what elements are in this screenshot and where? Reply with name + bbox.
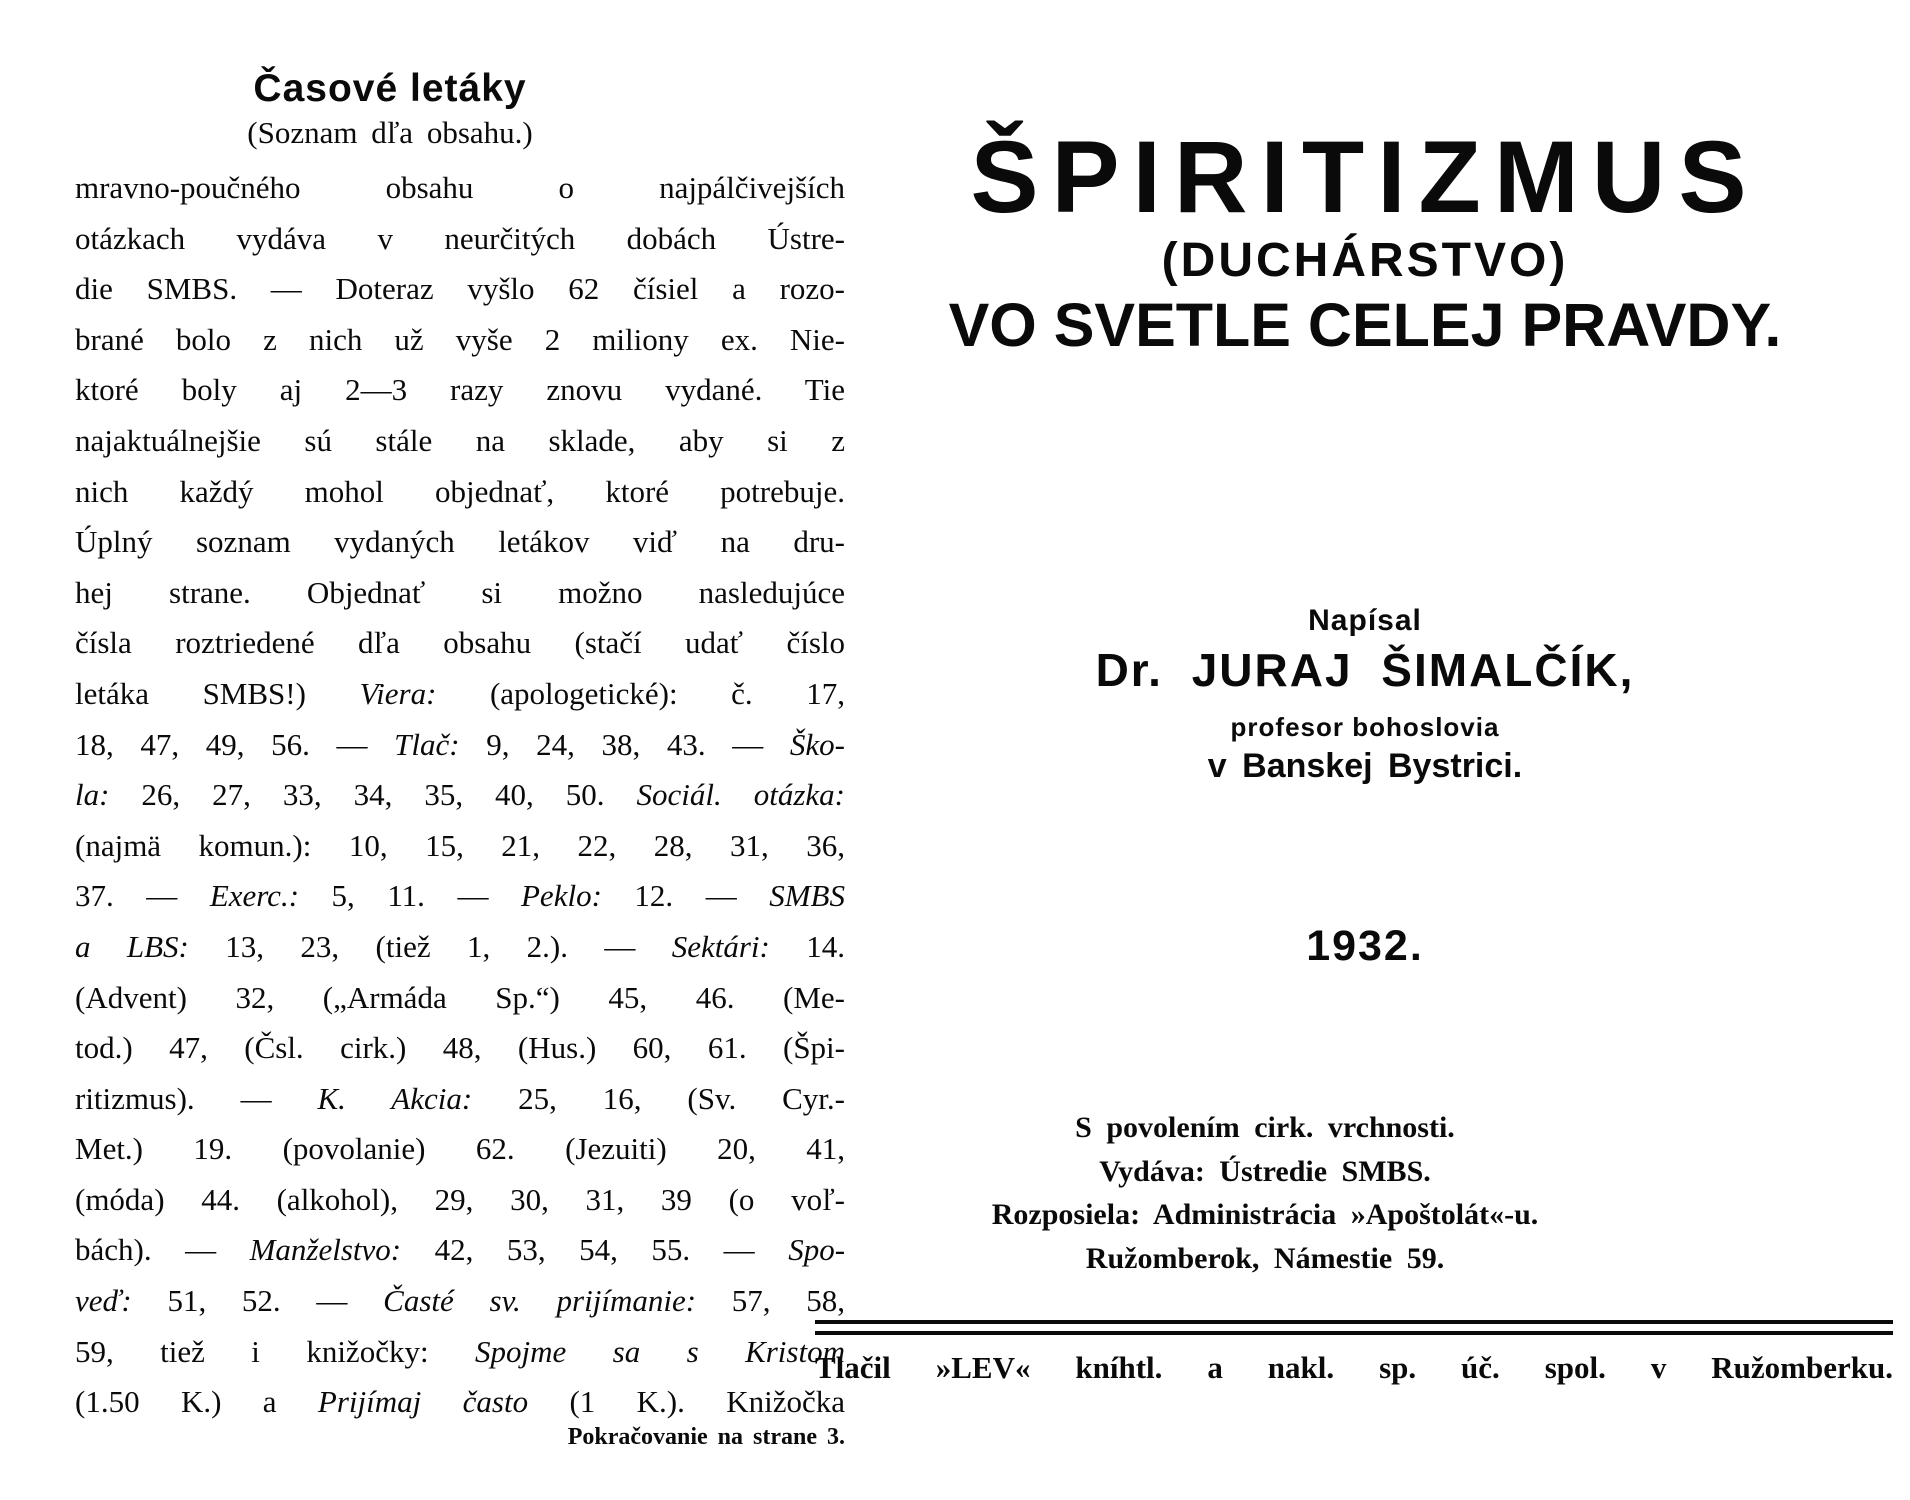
publication-year: 1932. [1306,922,1424,970]
body-line: nich každý mohol objednať, ktoré potrebuje. [75,473,845,509]
body-line: bách). — Manželstvo: 42, 53, 54, 55. — Spo- [75,1232,846,1268]
body-line: die SMBS. — Doteraz vyšlo 62 čísiel a rozo- [75,271,845,307]
body-line: brané bolo z nich už vyše 2 miliony ex. Nie- [75,321,845,357]
body-line: 18, 47, 49, 56. — Tlač: 9, 24, 38, 43. — Ško- [75,726,846,762]
body-line: čísla roztriedené dľa obsahu (stačí udať číslo [75,625,845,661]
body-line: (móda) 44. (alkohol), 29, 30, 31, 39 (o voľ- [75,1181,845,1217]
left-page-body [75,163,845,1428]
imprint-line: Vydáva: Ústredie SMBS. [1099,1154,1431,1188]
body-line: najaktuálnejšie sú stále na sklade, aby si z [75,422,845,458]
continuation-note: Pokračovanie na strane 3. [567,1424,845,1450]
left-page-subheading: (Soznam dľa obsahu.) [247,115,533,150]
imprint-line: Ružomberok, Námestie 59. [1085,1241,1445,1275]
body-line: (1.50 K.) a Prijímaj často (1 K.). Knižočka [75,1384,846,1420]
body-line: letáka SMBS!) Viera: (apologetické): č. 17, [75,675,845,711]
book-subtitle: (DUCHÁRSTVO) [1161,234,1569,287]
printer-line: Tlačil »LEV« kníhtl. a nakl. sp. úč. spol. v Ružomberku. [815,1350,1893,1385]
body-line: ritizmus). — K. Akcia: 25, 16, (Sv. Cyr.- [75,1080,845,1116]
body-line: Met.) 19. (povolanie) 62. (Jezuiti) 20, 41, [75,1131,845,1167]
body-line: otázkach vydáva v neurčitých dobách Ústre- [75,220,845,256]
imprint-block [790,1106,1740,1280]
body-line: (Advent) 32, („Armáda Sp.“) 45, 46. (Me- [75,979,845,1015]
body-line: hej strane. Objednať si možno nasledujúce [75,574,845,610]
body-line: tod.) 47, (Čsl. cirk.) 48, (Hus.) 60, 61. (Špi- [75,1030,845,1066]
left-page-heading: Časové letáky [253,67,527,110]
imprint-line: Rozposiela: Administrácia »Apoštolát«-u. [991,1198,1539,1231]
body-line: la: 26, 27, 33, 34, 35, 40, 50. Sociál. otázka: [75,777,846,813]
body-line: mravno-poučného obsahu o najpálčivejších [75,170,845,205]
imprint-line: S povolením cirk. vrchnosti. [1075,1111,1455,1144]
body-line: (najmä komun.): 10, 15, 21, 22, 28, 31, 36, [75,827,845,863]
author-place: v Banskej Bystrici. [1207,747,1523,785]
author-role: profesor bohoslovia [1230,712,1500,742]
book-title: ŠPIRITIZMUS [970,120,1760,234]
body-line: veď: 51, 52. — Časté sv. prijímanie: 57, 58, [75,1283,846,1319]
body-line: a LBS: 13, 23, (tiež 1, 2.). — Sektári: 14. [75,928,846,964]
byline-label: Napísal [1308,604,1422,637]
book-tagline: VO SVETLE CELEJ PRAVDY. [948,291,1782,359]
body-line: ktoré boly aj 2—3 razy znovu vydané. Tie [75,372,845,408]
author-name: Dr. JURAJ ŠIMALČÍK, [1095,644,1635,696]
body-line: 37. — Exerc.: 5, 11. — Peklo: 12. — SMBS [75,878,845,914]
double-rule-divider [815,1320,1893,1335]
body-line: 59, tiež i knižočky: Spojme sa s Kristom [75,1333,845,1369]
body-line: Úplný soznam vydaných letákov viď na dru- [75,524,845,560]
